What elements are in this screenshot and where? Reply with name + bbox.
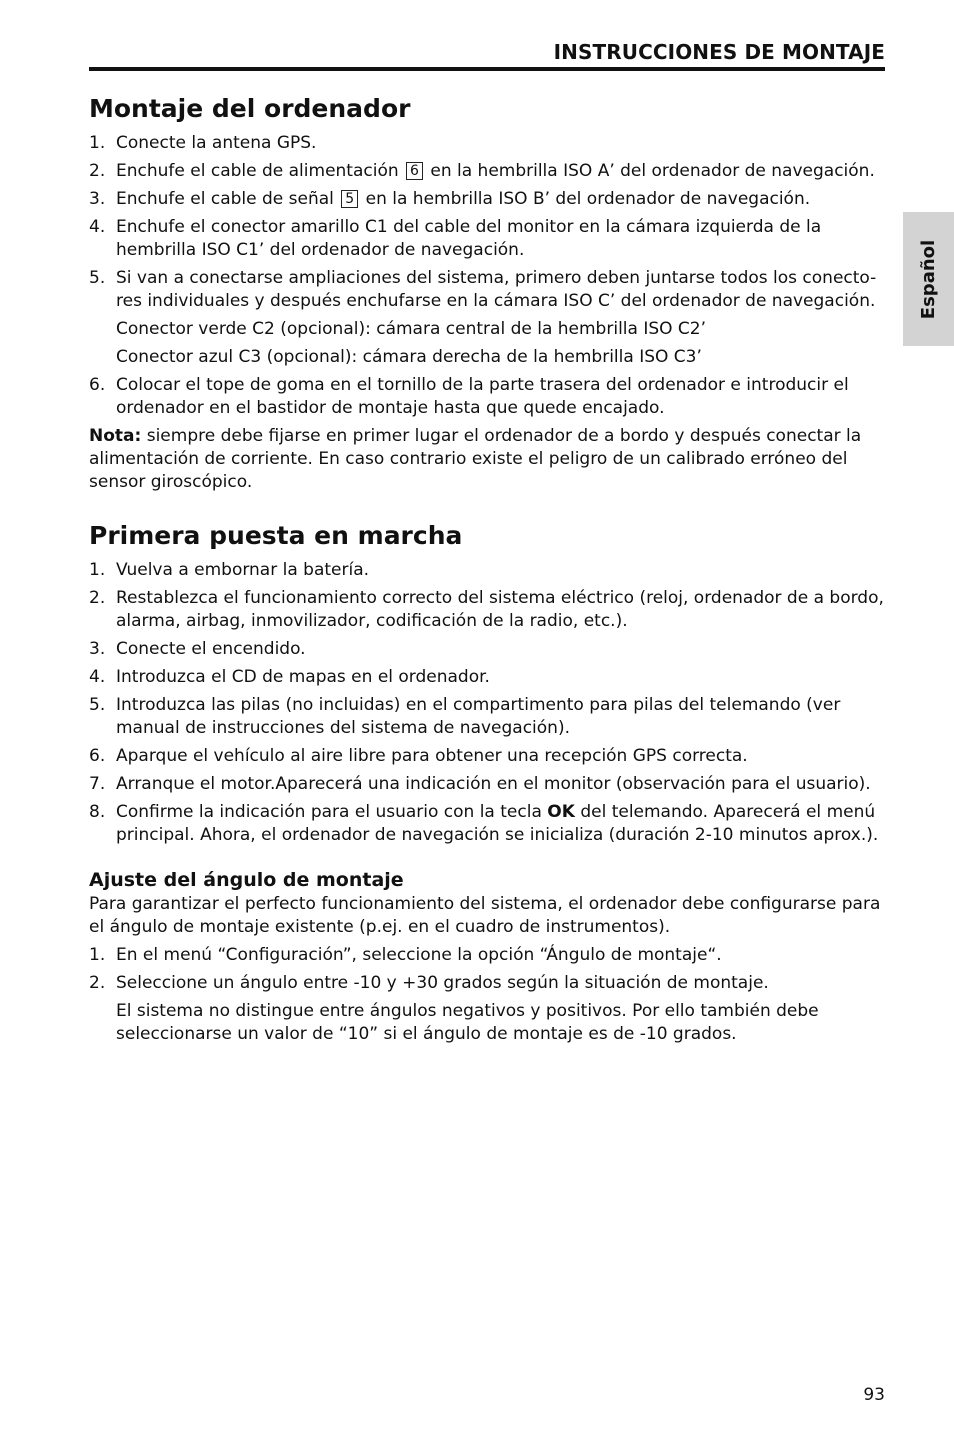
section-title-puesta: Primera puesta en marcha xyxy=(89,521,463,550)
section-title-angulo: Ajuste del ángulo de montaje xyxy=(89,869,404,891)
language-tab xyxy=(903,212,954,346)
step-text: en la hembrilla ISO B’ del ordenador de navegación. xyxy=(365,189,811,209)
step-number: 1. xyxy=(89,945,106,965)
montaje-steps xyxy=(89,132,885,313)
list-item xyxy=(89,587,885,633)
step-text: En el menú “Configuración”, seleccione la opción “Ángulo de montaje“. xyxy=(116,945,722,965)
step-text: Conecte el encendido. xyxy=(116,639,306,659)
angulo-sub-text: El sistema no distingue entre ángulos negativos y positivos. Por ello también debe seleccionarse un valor de “10” si el ángulo de montaje es de -10 grados. xyxy=(116,1001,819,1044)
step-number: 7. xyxy=(89,774,106,794)
header-rule xyxy=(89,67,885,71)
angulo-steps xyxy=(89,944,885,995)
step-number: 4. xyxy=(89,667,106,687)
step-number: 4. xyxy=(89,217,106,237)
step-number: 3. xyxy=(89,639,106,659)
step-number: 2. xyxy=(89,588,106,608)
list-item xyxy=(89,216,885,262)
step-text: Vuelva a embornar la batería. xyxy=(116,560,370,580)
step-number: 5. xyxy=(89,695,106,715)
step-number: 8. xyxy=(89,802,106,822)
montaje-steps-cont xyxy=(89,374,885,420)
list-item xyxy=(89,160,885,183)
step-number: 3. xyxy=(89,189,106,209)
step-text: Conecte la antena GPS. xyxy=(116,133,317,153)
list-item xyxy=(89,132,885,155)
step-text: Colocar el tope de goma en el tornillo de la parte trasera del ordenador e introducir el ordenador en el bastidor de montaje hasta que quede encajado. xyxy=(116,375,849,418)
step-number: 2. xyxy=(89,161,106,181)
step-text: Arranque el motor.Aparecerá una indicación en el monitor (observación para el usuario). xyxy=(116,774,871,794)
callout-number: 6 xyxy=(406,162,423,180)
key-label: OK xyxy=(547,802,575,822)
step-number: 5. xyxy=(89,268,106,288)
list-item xyxy=(89,745,885,768)
list-item xyxy=(89,666,885,689)
list-item xyxy=(89,188,885,211)
step-text: Aparque el vehículo al aire libre para obtener una recepción GPS correcta. xyxy=(116,746,748,766)
list-item xyxy=(89,374,885,420)
language-tab-label: Español xyxy=(918,239,939,319)
sub-line: Conector verde C2 (opcional): cámara central de la hembrilla ISO C2’ xyxy=(116,319,707,339)
step-text: Enchufe el cable de alimentación xyxy=(116,161,399,181)
page-content xyxy=(89,92,885,1051)
angulo-intro: Para garantizar el perfecto funcionamiento del sistema, el ordenador debe configurarse para el ángulo de montaje existente (p.ej. en el cuadro de instrumentos). xyxy=(89,894,881,937)
step-number: 1. xyxy=(89,133,106,153)
step-text: Enchufe el cable de señal xyxy=(116,189,334,209)
note-paragraph xyxy=(89,425,885,494)
header-title: INSTRUCCIONES DE MONTAJE xyxy=(553,40,885,64)
step-text: Confirme la indicación para el usuario con la tecla xyxy=(116,802,542,822)
list-item xyxy=(89,694,885,740)
step-text: Enchufe el conector amarillo C1 del cable del monitor en la cámara izquierda de la hembrilla ISO C1’ del ordenador de navegación. xyxy=(116,217,822,260)
page-number: 93 xyxy=(863,1385,885,1405)
step-text: Introduzca el CD de mapas en el ordenador. xyxy=(116,667,490,687)
sub-line: Conector azul C3 (opcional): cámara derecha de la hembrilla ISO C3’ xyxy=(116,347,702,367)
list-item xyxy=(89,559,885,582)
step-number: 1. xyxy=(89,560,106,580)
list-item xyxy=(89,638,885,661)
note-text: siempre debe fijarse en primer lugar el ordenador de a bordo y después conectar la alimentación de corriente. En caso contrario existe el peligro de un calibrado erróneo del sensor giroscópico. xyxy=(89,426,862,492)
list-item xyxy=(89,972,885,995)
list-item xyxy=(89,944,885,967)
list-item xyxy=(89,267,885,313)
list-item xyxy=(89,773,885,796)
step-number: 2. xyxy=(89,973,106,993)
step-text: en la hembrilla ISO A’ del ordenador de navegación. xyxy=(430,161,875,181)
step-text: Seleccione un ángulo entre -10 y +30 grados según la situación de montaje. xyxy=(116,973,769,993)
step-text: Si van a conectarse ampliaciones del sistema, primero deben juntarse todos los conecto- res individuales y después enchufarse en la cámara ISO C’ del ordenador de navegación. xyxy=(116,268,877,311)
puesta-steps xyxy=(89,559,885,847)
step-number: 6. xyxy=(89,746,106,766)
section-title-montaje: Montaje del ordenador xyxy=(89,94,411,123)
callout-number: 5 xyxy=(341,190,358,208)
note-label: Nota: xyxy=(89,426,142,446)
step-text: Restablezca el funcionamiento correcto del sistema eléctrico (reloj, ordenador de a bordo, alarma, airbag, inmovilizador, codificación de la radio, etc.). xyxy=(116,588,884,631)
step-number: 6. xyxy=(89,375,106,395)
list-item xyxy=(89,801,885,847)
step-text: Introduzca las pilas (no incluidas) en el compartimento para pilas del telemando (ver manual de instrucciones del sistema de navegación). xyxy=(116,695,841,738)
step-text: del telemando. Aparecerá el menú principal. Ahora, el ordenador de navegación se inicializa (duración 2-10 minutos aprox.). xyxy=(116,802,879,845)
